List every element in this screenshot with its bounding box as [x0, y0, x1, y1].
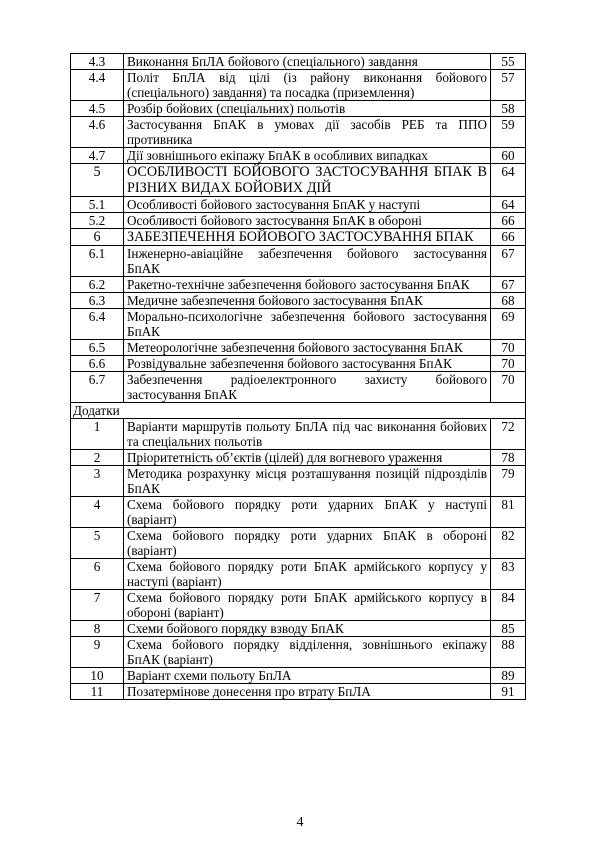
- entry-number: 10: [71, 668, 124, 684]
- entry-page: 70: [491, 340, 526, 356]
- entry-page: 82: [491, 528, 526, 559]
- entry-page: 57: [491, 70, 526, 101]
- entry-title: Варіанти маршрутів польоту БпЛА під час виконання бойових та спеціальних польотів: [124, 419, 491, 450]
- entry-number: 6.2: [71, 277, 124, 293]
- entry-page: 64: [491, 197, 526, 213]
- entry-title: Політ БпЛА від цілі (із району виконання бойового (спеціального) завдання) та посадка (приземлення): [124, 70, 491, 101]
- entry-title: Метеорологічне забезпечення бойового застосування БпАК: [124, 340, 491, 356]
- entry-page: 81: [491, 497, 526, 528]
- toc-row: [71, 70, 526, 101]
- toc-row: [71, 419, 526, 450]
- entry-page: 85: [491, 621, 526, 637]
- toc-row: [71, 246, 526, 277]
- toc-row: [71, 559, 526, 590]
- entry-number: 6.6: [71, 356, 124, 372]
- entry-number: 4.4: [71, 70, 124, 101]
- entry-number: 6.7: [71, 372, 124, 403]
- entry-title: Методика розрахунку місця розташування позицій підрозділів БпАК: [124, 466, 491, 497]
- toc-row: [71, 466, 526, 497]
- entry-number: 6.5: [71, 340, 124, 356]
- toc-row: [71, 213, 526, 229]
- entry-title: Розбір бойових (спеціальних) польотів: [124, 101, 491, 117]
- toc-row: [71, 197, 526, 213]
- entry-page: 66: [491, 229, 526, 246]
- entry-number: 9: [71, 637, 124, 668]
- entry-page: 55: [491, 54, 526, 70]
- entry-page: 91: [491, 684, 526, 700]
- entry-title: Інженерно-авіаційне забезпечення бойового застосування БпАК: [124, 246, 491, 277]
- entry-page: 83: [491, 559, 526, 590]
- entry-title: Схема бойового порядку роти ударних БпАК у наступі (варіант): [124, 497, 491, 528]
- table-of-contents: [70, 53, 526, 700]
- entry-number: 6.1: [71, 246, 124, 277]
- entry-number: 1: [71, 419, 124, 450]
- toc-chapter-row: [71, 229, 526, 246]
- toc-row: [71, 637, 526, 668]
- entry-title: Схема бойового порядку роти БпАК армійського корпусу в обороні (варіант): [124, 590, 491, 621]
- entry-title: ОСОБЛИВОСТІ БОЙОВОГО ЗАСТОСУВАННЯ БПАК В РІЗНИХ ВИДАХ БОЙОВИХ ДІЙ: [124, 164, 491, 197]
- entry-title: Розвідувальне забезпечення бойового застосування БпАК: [124, 356, 491, 372]
- toc-row: [71, 621, 526, 637]
- entry-page: 66: [491, 213, 526, 229]
- entry-title: Позатермінове донесення про втрату БпЛА: [124, 684, 491, 700]
- toc-row: [71, 528, 526, 559]
- entry-number: 6: [71, 559, 124, 590]
- toc-row: [71, 684, 526, 700]
- entry-page: 59: [491, 117, 526, 148]
- entry-title: Морально-психологічне забезпечення бойового застосування БпАК: [124, 309, 491, 340]
- entry-title: Особливості бойового застосування БпАК в обороні: [124, 213, 491, 229]
- entry-number: 5.2: [71, 213, 124, 229]
- entry-number: 2: [71, 450, 124, 466]
- entry-number: 7: [71, 590, 124, 621]
- appendix-header-row: [71, 403, 526, 419]
- entry-title: Особливості бойового застосування БпАК у наступі: [124, 197, 491, 213]
- toc-row: [71, 450, 526, 466]
- entry-number: 6: [71, 229, 124, 246]
- entry-number: 4.3: [71, 54, 124, 70]
- entry-page: 67: [491, 277, 526, 293]
- entry-title: Забезпечення радіоелектронного захисту бойового застосування БпАК: [124, 372, 491, 403]
- entry-page: 70: [491, 372, 526, 403]
- toc-row: [71, 117, 526, 148]
- toc-row: [71, 101, 526, 117]
- entry-number: 8: [71, 621, 124, 637]
- entry-title: ЗАБЕЗПЕЧЕННЯ БОЙОВОГО ЗАСТОСУВАННЯ БПАК: [124, 229, 491, 246]
- entry-title: Схема бойового порядку відділення, зовнішнього екіпажу БпАК (варіант): [124, 637, 491, 668]
- toc-row: [71, 356, 526, 372]
- entry-title: Схеми бойового порядку взводу БпАК: [124, 621, 491, 637]
- entry-page: 72: [491, 419, 526, 450]
- toc-row: [71, 54, 526, 70]
- toc-row: [71, 340, 526, 356]
- appendix-header: Додатки: [71, 403, 526, 419]
- entry-title: Дії зовнішнього екіпажу БпАК в особливих випадках: [124, 148, 491, 164]
- entry-number: 3: [71, 466, 124, 497]
- entry-title: Варіант схеми польоту БпЛА: [124, 668, 491, 684]
- entry-page: 78: [491, 450, 526, 466]
- entry-title: Ракетно-технічне забезпечення бойового застосування БпАК: [124, 277, 491, 293]
- toc-row: [71, 293, 526, 309]
- toc-body: [71, 54, 526, 700]
- page-number: 4: [296, 815, 304, 830]
- entry-page: 88: [491, 637, 526, 668]
- entry-number: 4.6: [71, 117, 124, 148]
- toc-row: [71, 497, 526, 528]
- entry-page: 58: [491, 101, 526, 117]
- toc-chapter-row: [71, 164, 526, 197]
- entry-title: Застосування БпАК в умовах дії засобів РЕБ та ППО противника: [124, 117, 491, 148]
- entry-page: 79: [491, 466, 526, 497]
- toc-row: [71, 277, 526, 293]
- toc-row: [71, 590, 526, 621]
- entry-page: 70: [491, 356, 526, 372]
- entry-title: Пріоритетність об’єктів (цілей) для вогневого ураження: [124, 450, 491, 466]
- entry-title: Медичне забезпечення бойового застосування БпАК: [124, 293, 491, 309]
- entry-page: 89: [491, 668, 526, 684]
- entry-number: 5: [71, 528, 124, 559]
- toc-row: [71, 148, 526, 164]
- entry-page: 67: [491, 246, 526, 277]
- entry-title: Схема бойового порядку роти БпАК армійського корпусу у наступі (варіант): [124, 559, 491, 590]
- entry-page: 69: [491, 309, 526, 340]
- entry-page: 64: [491, 164, 526, 197]
- entry-title: Виконання БпЛА бойового (спеціального) завдання: [124, 54, 491, 70]
- entry-number: 4.5: [71, 101, 124, 117]
- entry-number: 6.3: [71, 293, 124, 309]
- toc-row: [71, 372, 526, 403]
- entry-page: 60: [491, 148, 526, 164]
- entry-number: 5.1: [71, 197, 124, 213]
- toc-row: [71, 309, 526, 340]
- entry-number: 4: [71, 497, 124, 528]
- entry-number: 6.4: [71, 309, 124, 340]
- toc-row: [71, 668, 526, 684]
- entry-page: 68: [491, 293, 526, 309]
- entry-number: 4.7: [71, 148, 124, 164]
- entry-page: 84: [491, 590, 526, 621]
- entry-title: Схема бойового порядку роти ударних БпАК в обороні (варіант): [124, 528, 491, 559]
- entry-number: 5: [71, 164, 124, 197]
- entry-number: 11: [71, 684, 124, 700]
